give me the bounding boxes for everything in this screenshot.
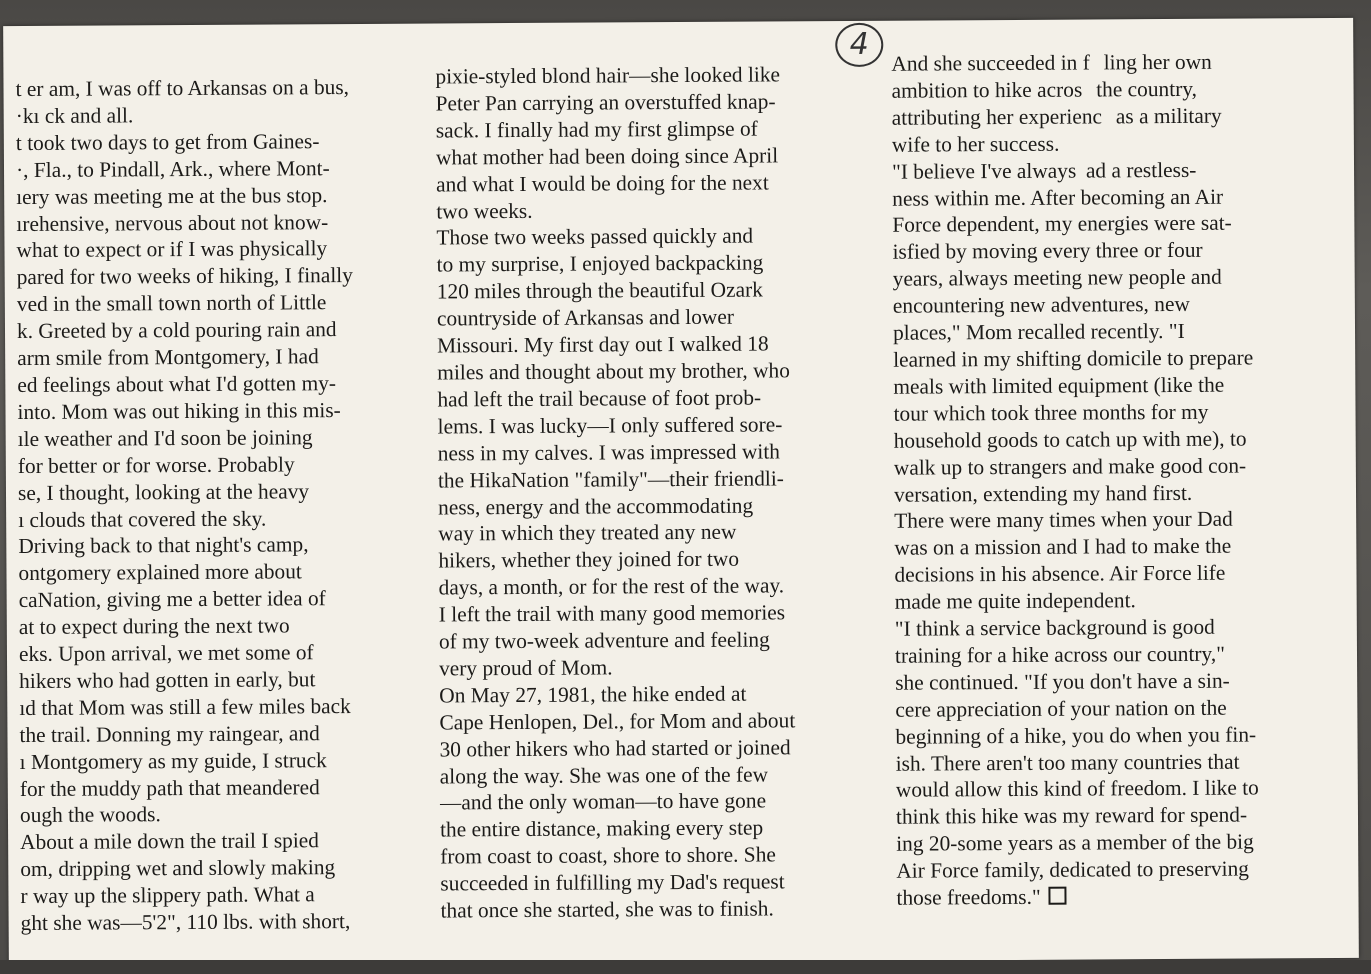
article-text-line: k. Greeted by a cold pouring rain and — [16, 317, 337, 344]
article-text-line: years, always meeting new people and — [892, 264, 1222, 291]
article-text-line: ness in my calves. I was impressed with — [437, 439, 781, 466]
article-text-line: ·kı ck and all. — [15, 103, 134, 128]
article-text-line: tour which took three months for my — [893, 399, 1209, 426]
article-text-line: what to expect or if I was physically — [16, 236, 328, 263]
article-text-line: of my two-week adventure and feeling — [438, 627, 770, 654]
article-text-line: ı clouds that covered the sky. — [18, 506, 267, 532]
article-text-line: way in which they treated any new — [438, 520, 737, 546]
article-text-line: succeeded in fulfilling my Dad's request — [440, 869, 785, 896]
handwritten-page-number: 4 — [835, 23, 883, 67]
article-text-line: into. Mom was out hiking in this mis- — [17, 397, 341, 424]
article-text-line: caNation, giving me a better idea of — [18, 586, 326, 613]
article-text-line: ıery was meeting me at the bus stop. — [16, 182, 328, 209]
article-text-line: arm smile from Montgomery, I had — [17, 344, 319, 371]
article-text-line: lems. I was lucky—I only suffered sore- — [437, 412, 783, 439]
article-text-line: pared for two weeks of hiking, I finally — [16, 263, 353, 290]
article-text-line: beginning of a hike, you do when you fin- — [895, 722, 1257, 749]
article-text-line: made me quite independent. — [894, 588, 1136, 614]
article-text-line: walk up to strangers and make good con- — [893, 453, 1247, 480]
article-text-line: the entire distance, making every step — [439, 815, 764, 842]
article-text-line: two weeks. — [436, 198, 533, 224]
article-text-line: ght she was—5'2", 110 lbs. with short, — [20, 909, 351, 936]
article-text-line: r way up the slippery path. What a — [20, 882, 315, 909]
article-text-line: learned in my shifting domicile to prepare — [893, 345, 1254, 372]
article-text-line: ·, Fla., to Pindall, Ark., where Mont- — [15, 155, 330, 182]
article-text-line: think this hike was my reward for spend- — [895, 802, 1248, 830]
article-text-line: from coast to coast, shore to shore. She — [440, 842, 776, 869]
article-text-line: hikers, whether they joined for two — [438, 546, 740, 573]
article-text-line: ıle weather and I'd soon be joining — [17, 425, 313, 451]
article-text-line: —and the only woman—to have gone — [439, 788, 767, 815]
article-text-line: I left the trail with many good memories — [438, 600, 786, 627]
article-text-line: Force dependent, my energies were sat- — [892, 211, 1232, 238]
article-text-line: cere appreciation of your nation on the — [895, 695, 1227, 722]
end-of-article-mark — [1049, 887, 1067, 905]
article-text-line: very proud of Mom. — [438, 655, 613, 681]
article-text-line: to my surprise, I enjoyed backpacking — [436, 250, 764, 277]
article-text-line: encountering new adventures, new — [892, 292, 1190, 318]
article-text-line: was on a mission and I had to make the — [894, 533, 1232, 561]
article-column-1 — [15, 74, 420, 937]
article-text-line: wife to her success. — [891, 131, 1060, 157]
article-text-line: for the muddy path that meandered — [19, 774, 320, 801]
article-text-line: There were many times when your Dad — [894, 507, 1233, 534]
article-text-line: hikers who had gotten in early, but — [19, 667, 316, 693]
article-text-line: Cape Henlopen, Del., for Mom and about — [439, 708, 796, 735]
article-text-line: decisions in his absence. Air Force life — [894, 560, 1226, 587]
article-text-line: ness within me. After becoming an Air — [892, 184, 1224, 211]
article-text-line: and what I would be doing for the next — [436, 170, 769, 197]
article-text-line: what mother had been doing since April — [435, 143, 779, 170]
article-text-line: ness, energy and the accommodating — [438, 493, 754, 519]
bottom-edge — [0, 960, 1371, 974]
article-column-3 — [891, 48, 1352, 912]
article-text-line: ontgomery explained more about — [18, 559, 302, 586]
article-text-line: t er am, I was off to Arkansas on a bus, — [15, 75, 350, 102]
article-text-line: Air Force family, dedicated to preserving — [896, 856, 1250, 883]
article-text-line: that once she started, she was to finish. — [440, 896, 774, 923]
article-text-line: for better or for worse. Probably — [17, 452, 295, 478]
article-text-line: Driving back to that night's camp, — [18, 532, 309, 559]
article-text-line: household goods to catch up with me), to — [893, 426, 1247, 453]
newspaper-clipping — [3, 18, 1359, 966]
article-text-line: 30 other hikers who had started or joined — [439, 734, 791, 762]
article-text-line: ırehensive, nervous about not know- — [16, 209, 329, 236]
article-text-line: 120 miles through the beautiful Ozark — [436, 277, 763, 304]
article-text-line: eks. Upon arrival, we met some of — [18, 640, 314, 667]
article-text-line: Those two weeks passed quickly and — [436, 223, 754, 250]
article-text-line: those freedoms." — [896, 882, 1352, 912]
article-text-line: ed feelings about what I'd gotten my- — [17, 371, 337, 398]
article-text-line: meals with limited equipment (like the — [893, 372, 1225, 399]
article-text-line: would allow this kind of freedom. I like to — [895, 775, 1259, 803]
article-text-line: had left the trail because of foot prob- — [437, 385, 762, 412]
article-text-line: And she succeeded in f ling her own — [891, 49, 1212, 76]
article-text-line: om, dripping wet and slowly making — [20, 855, 336, 882]
article-text-line: About a mile down the trail I spied — [20, 828, 320, 855]
article-text-line: the trail. Donning my raingear, and — [19, 720, 320, 747]
article-text-line: ough the woods. — [19, 802, 161, 828]
article-text-line: pixie-styled blond hair—she looked like — [435, 62, 781, 89]
article-text-line: ıd that Mom was still a few miles back — [19, 693, 351, 720]
article-text-line: miles and thought about my brother, who — [437, 358, 790, 385]
article-text-line: she continued. "If you don't have a sin- — [895, 668, 1230, 695]
article-text-line: Peter Pan carrying an overstuffed knap- — [435, 89, 776, 116]
article-text-line: ish. There aren't too many countries that — [895, 749, 1240, 776]
article-text-line: se, I thought, looking at the heavy — [17, 478, 310, 505]
article-text-line: isfied by moving every three or four — [892, 238, 1203, 265]
article-text-line: ing 20-some years as a member of the big — [896, 829, 1254, 856]
article-text-line: ı Montgomery as my guide, I struck — [19, 747, 327, 774]
article-text-line: ambition to hike acros the country, — [891, 76, 1198, 103]
article-text-line: ved in the small town north of Little — [16, 290, 327, 317]
article-text-line: sack. I finally had my first glimpse of — [435, 116, 758, 143]
article-text-line: t took two days to get from Gaines- — [15, 129, 320, 155]
article-text-line: places," Mom recalled recently. "I — [892, 318, 1185, 345]
article-text-line: Missouri. My first day out I walked 18 — [437, 331, 769, 358]
article-text-line: "I believe I've always ad a restless- — [891, 157, 1197, 184]
article-column-2 — [435, 61, 870, 925]
article-text-line: the HikaNation "family"—their friendli- — [437, 465, 784, 493]
article-text-line: training for a hike across our country," — [894, 641, 1225, 668]
article-text-line: countryside of Arkansas and lower — [436, 304, 735, 331]
article-text-line: "I think a service background is good — [894, 614, 1215, 641]
article-text-line: attributing her experienc as a military — [891, 103, 1222, 130]
article-text-line: On May 27, 1981, the hike ended at — [439, 681, 747, 708]
article-text-line: along the way. She was one of the few — [439, 762, 769, 789]
article-text-line: at to expect during the next two — [18, 613, 290, 640]
article-text-line: versation, extending my hand first. — [893, 480, 1193, 507]
article-text-line: days, a month, or for the rest of the way. — [438, 573, 785, 600]
